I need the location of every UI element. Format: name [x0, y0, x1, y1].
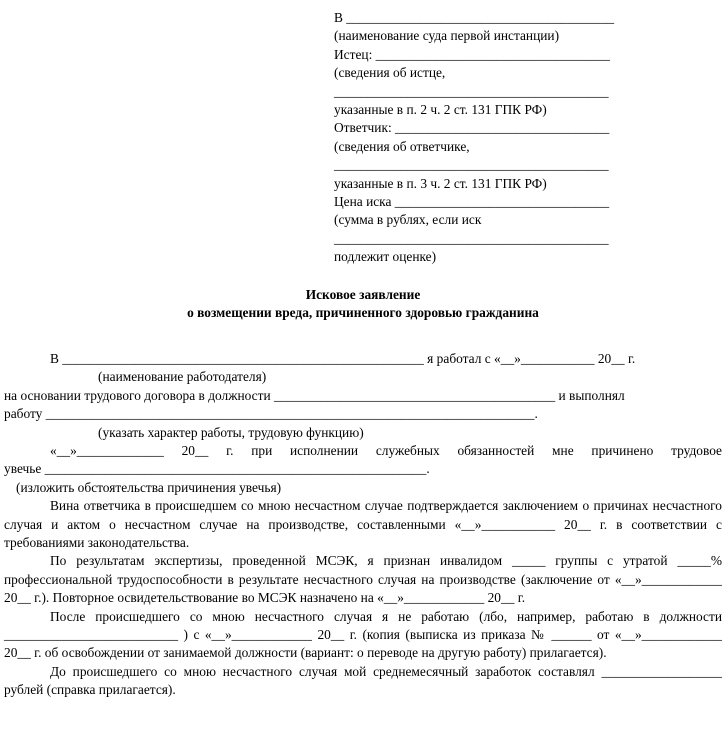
- paragraph-employment: После происшедшего со мною несчастного случая я не работаю (лбо, например, работаю в должности __________________________ ) с «__»____________ 20__ г. (копия (выписка из приказа № ______ от «__»____________ 20__ г. об освобождении от занимаемой должности (вариант: о переводе на другую работу) прилагается).: [4, 608, 722, 661]
- defendant-caption-2: указанные в п. 3 ч. 2 ст. 131 ГПК РФ): [334, 175, 547, 191]
- claim-price-caption-1: (сумма в рублях, если иск: [334, 212, 482, 228]
- paragraph-earnings: До происшедшего со мною несчастного случая мой среднемесячный заработок составлял __________________ рублей (справка прилагается).: [4, 663, 722, 698]
- employer-caption: (наименование работодателя): [98, 369, 267, 385]
- paragraph-guilt: Вина ответчика в происшедшем со мною несчастном случае подтверждается заключением о причинах несчастного случая и актом о несчастном случае на производстве, составленными «__»___________ 20__ г. в соответствии с требованиями законодательства.: [4, 498, 722, 550]
- plaintiff-caption-1: (сведения об истце,: [334, 65, 446, 81]
- defendant-blank-line: _________________________________________: [334, 157, 609, 173]
- document-subtitle: о возмещении вреда, причиненного здоровью гражданина: [187, 305, 539, 320]
- court-line: В ________________________________________: [334, 10, 615, 25]
- plaintiff-caption-2: указанные в п. 2 ч. 2 ст. 131 ГПК РФ): [334, 101, 547, 117]
- employer-line: В ______________________________________________________ я работал с «__»___________ 20__ г.: [50, 351, 636, 366]
- work-caption: (указать характер работы, трудовую функцию): [98, 424, 364, 440]
- injury-line: увечье _________________________________________________________.: [4, 461, 430, 477]
- document-title: Исковое заявление: [305, 287, 421, 302]
- claim-price-line: Цена иска ________________________________: [334, 193, 610, 209]
- injury-caption: (изложить обстоятельства причинения увечья): [16, 479, 282, 495]
- injury-date-line: «__»_____________ 20__ г. при исполнении служебных обязанностей мне причинено трудовое: [50, 442, 722, 458]
- claim-price-caption-2: подлежит оценке): [334, 249, 437, 265]
- defendant-caption-1: (сведения об ответчике,: [334, 138, 470, 154]
- claim-price-blank-line: _________________________________________: [334, 230, 609, 246]
- addressee-block: [334, 9, 664, 266]
- work-line: работу _________________________________________________________________________.: [4, 406, 538, 422]
- position-line: на основании трудового договора в должности __________________________________________ и выполнял: [4, 387, 625, 403]
- paragraph-examination: По результатам экспертизы, проведенной МСЭК, я признан инвалидом _____ группы с утратой _____% профессиональной трудоспособности в результате несчастного случая на производстве (заключение от «__»____________ 20__ г.). Повторное освидетельствование во МСЭК назначено на «__»____________ 20__ г.: [4, 553, 722, 606]
- claim-body: [4, 350, 722, 700]
- defendant-line: Ответчик: ________________________________: [334, 120, 610, 136]
- plaintiff-line: Истец: ___________________________________: [334, 46, 610, 62]
- court-caption: (наименование суда первой инстанции): [334, 28, 560, 44]
- plaintiff-blank-line: _________________________________________: [334, 83, 609, 99]
